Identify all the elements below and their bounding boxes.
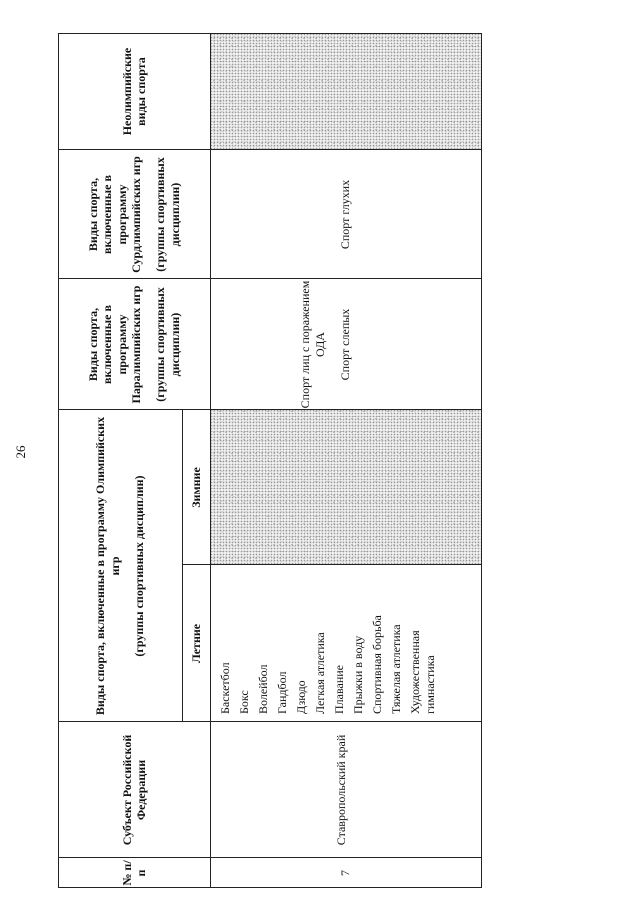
- header-paralympic-title: Виды спорта, включенные в программу Паралимпийских игр: [85, 285, 143, 404]
- sports-table: [58, 33, 482, 888]
- summer-sports-list: [218, 594, 442, 714]
- header-surdlympic-title: Виды спорта, включенные в программу Сурдлимпийских игр: [85, 156, 143, 273]
- header-winter: [182, 410, 210, 565]
- grid-line: [58, 721, 482, 722]
- row-subject: Ставропольский край: [334, 734, 348, 846]
- grid-line: [182, 410, 183, 722]
- summer-sport-item: Прыжки в воду: [351, 635, 365, 714]
- summer-sport-item: Гандбол: [275, 671, 289, 714]
- header-paralympic-subtitle: (группы спортивных дисциплин): [153, 287, 182, 402]
- grid-line: [58, 33, 482, 34]
- surdlympic-sport-item: Спорт глухих: [338, 179, 352, 250]
- grid-line: [182, 564, 482, 565]
- page-number: [0, 0, 32, 905]
- summer-sport-item: Художественная гимнастика: [408, 630, 437, 714]
- header-olympic: [58, 410, 182, 722]
- header-subject: [58, 722, 210, 858]
- row-paralympic-cell: [210, 279, 482, 410]
- paralympic-sport-item: Спорт лиц с поражением ОДА: [298, 280, 327, 409]
- header-olympic-title: Виды спорта, включенные в программу Олимпийских игр: [93, 416, 122, 716]
- header-non-olympic: [58, 33, 210, 150]
- header-num: [58, 858, 210, 888]
- summer-sport-item: Бокс: [237, 690, 251, 714]
- header-num-text: № п/п: [119, 860, 148, 886]
- row-non-olympic-cell-hatched: [210, 33, 482, 150]
- paralympic-sport-item: Спорт слепых: [338, 308, 352, 381]
- summer-sport-item: Спортивная борьба: [370, 615, 384, 714]
- summer-sport-item: Дзюдо: [294, 680, 308, 714]
- row-surdlympic-cell: [210, 150, 482, 279]
- summer-sport-item: Волейбол: [256, 664, 270, 714]
- grid-line: [58, 278, 482, 279]
- header-subject-text: Субъект Российской Федерации: [119, 734, 148, 846]
- header-summer-text: Летние: [188, 623, 203, 664]
- header-winter-text: Зимние: [188, 467, 203, 508]
- grid-line: [58, 887, 482, 888]
- grid-line: [58, 33, 59, 888]
- grid-line: [58, 149, 482, 150]
- header-surdlympic: [58, 150, 210, 279]
- row-winter-cell-hatched: [210, 410, 482, 565]
- summer-sport-item: Тяжелая атлетика: [389, 624, 403, 714]
- header-non-olympic-text: Неолимпийские виды спорта: [119, 47, 148, 136]
- summer-sport-item: Плавание: [332, 665, 346, 714]
- grid-line: [210, 33, 211, 888]
- grid-line: [58, 857, 482, 858]
- row-num-cell: [210, 858, 482, 888]
- summer-sport-item: Баскетбол: [218, 662, 232, 714]
- page-number-text: 26: [13, 445, 28, 459]
- summer-sport-item: Легкая атлетика: [313, 632, 327, 714]
- header-summer: [182, 565, 210, 722]
- header-olympic-subtitle: (группы спортивных дисциплин): [132, 475, 147, 657]
- row-summer-cell: [210, 565, 482, 722]
- row-subject-cell: [210, 722, 482, 858]
- grid-line: [481, 33, 482, 888]
- header-surdlympic-subtitle: (группы спортивных дисциплин): [153, 157, 182, 272]
- header-paralympic: [58, 279, 210, 410]
- grid-line: [58, 409, 482, 410]
- row-num: 7: [338, 870, 352, 876]
